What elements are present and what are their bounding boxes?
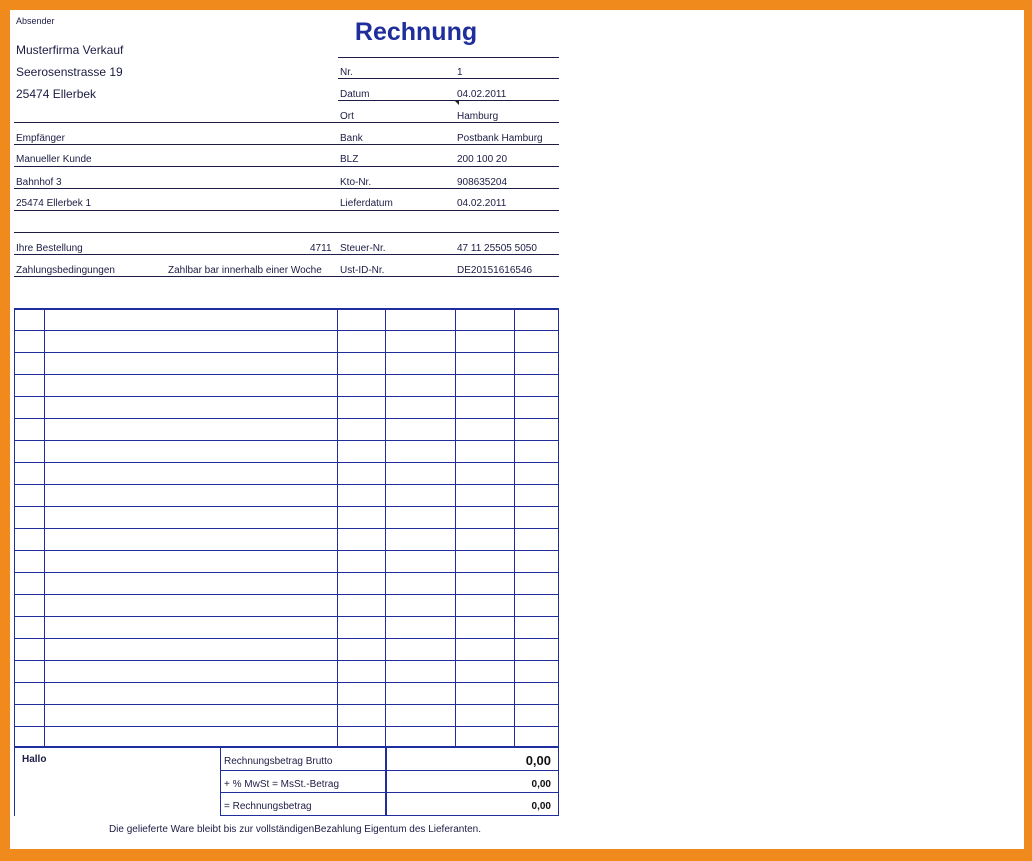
grid-row-line	[14, 682, 559, 683]
bestellung-label: Ihre Bestellung	[16, 243, 83, 254]
steuer-label: Steuer-Nr.	[340, 243, 386, 254]
bank-label: Bank	[340, 133, 363, 144]
grid-row-line	[14, 374, 559, 375]
kto-value: 908635204	[457, 177, 508, 188]
recipient-name: Manueller Kunde	[16, 154, 92, 165]
kto-label: Kto-Nr.	[340, 177, 372, 188]
nr-value: 1	[457, 67, 463, 78]
blz-label: BLZ	[340, 154, 359, 165]
blz-value: 200 100 20	[457, 154, 508, 165]
steuer-value: 47 11 25505 5050	[457, 243, 537, 254]
comment-marker	[455, 101, 459, 105]
invoice-title: Rechnung	[354, 18, 478, 46]
grid-row-line	[14, 462, 559, 463]
lieferdatum-value: 04.02.2011	[457, 198, 507, 209]
grid-row-line	[14, 352, 559, 353]
datum-value: 04.02.2011	[457, 89, 507, 100]
grid-row-line	[14, 506, 559, 507]
ort-value: Hamburg	[457, 111, 499, 122]
brutto-value: 0,00	[525, 753, 551, 768]
sender-company: Musterfirma Verkauf	[16, 43, 124, 57]
grid-row-line	[14, 726, 559, 727]
mwst-value: 0,00	[531, 779, 551, 790]
recipient-street: Bahnhof 3	[16, 177, 62, 188]
grid-row-line	[14, 704, 559, 705]
sender-city: 25474 Ellerbek	[16, 87, 97, 101]
sender-label: Absender	[16, 16, 55, 26]
grid-row-line	[14, 594, 559, 595]
line-items-table	[14, 308, 559, 748]
grid-row-line	[14, 396, 559, 397]
zahlung-value: Zahlbar bar innerhalb einer Woche	[168, 265, 322, 276]
nr-label: Nr.	[340, 67, 353, 78]
grid-row-line	[14, 418, 559, 419]
grid-row-line	[14, 484, 559, 485]
note-text: Hallo	[22, 754, 47, 765]
betrag-value: 0,00	[531, 801, 551, 812]
grid-row-line	[14, 572, 559, 573]
grid-row-line	[14, 550, 559, 551]
grid-row-line	[14, 638, 559, 639]
betrag-label: = Rechnungsbetrag	[224, 801, 312, 812]
brutto-label: Rechnungsbetrag Brutto	[224, 756, 333, 767]
bank-value: Postbank Hamburg	[457, 133, 543, 144]
recipient-label: Empfänger	[16, 133, 65, 144]
totals-block	[14, 748, 559, 816]
mwst-label: + % MwSt = MsSt.-Betrag	[224, 779, 340, 790]
ustid-value: DE20151616546	[457, 265, 533, 276]
ort-label: Ort	[340, 111, 354, 122]
zahlung-label: Zahlungsbedingungen	[16, 265, 115, 276]
grid-row-line	[14, 440, 559, 441]
lieferdatum-label: Lieferdatum	[340, 198, 393, 209]
grid-row-line	[14, 660, 559, 661]
invoice-sheet	[10, 10, 1024, 849]
bestellung-value: 4711	[310, 243, 332, 254]
sender-street: Seerosenstrasse 19	[16, 65, 123, 79]
grid-row-line	[14, 330, 559, 331]
grid-row-line	[14, 616, 559, 617]
recipient-city: 25474 Ellerbek 1	[16, 198, 92, 209]
datum-label: Datum	[340, 89, 370, 100]
ustid-label: Ust-ID-Nr.	[340, 265, 385, 276]
grid-row-line	[14, 528, 559, 529]
footer-note: Die gelieferte Ware bleibt bis zur vollständigenBezahlung Eigentum des Lieferanten.	[108, 824, 482, 835]
